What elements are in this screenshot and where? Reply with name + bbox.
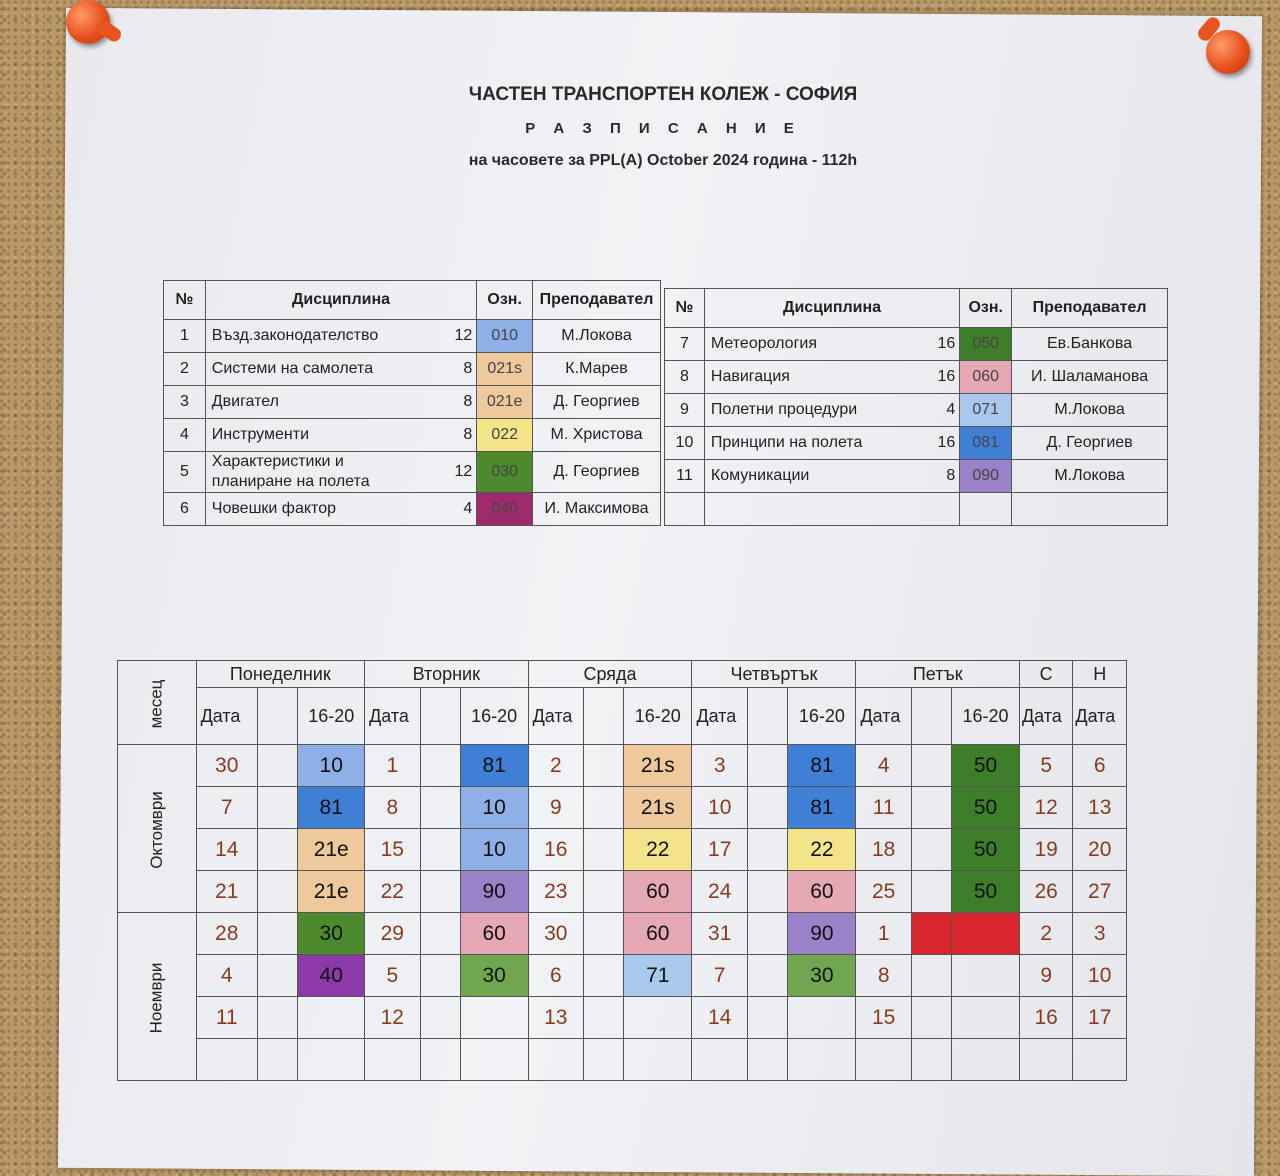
discipline-row: [665, 427, 1168, 460]
date-cell: 9: [528, 787, 583, 829]
day-header: Сряда: [528, 661, 692, 688]
discipline-name-cell: [205, 493, 476, 526]
blank-cell: [584, 997, 624, 1039]
discipline-code: 021s: [477, 353, 533, 386]
subject-code-cell: 90: [788, 913, 856, 955]
blank-cell: [584, 829, 624, 871]
discipline-code: 040: [477, 493, 533, 526]
disciplines-table-right: [664, 288, 1168, 526]
subject-code-cell: [788, 1039, 856, 1081]
blank-cell: [747, 829, 787, 871]
blank-cell: [911, 787, 951, 829]
discipline-row: [665, 361, 1168, 394]
discipline-num: 6: [164, 493, 206, 526]
discipline-name-cell: [205, 452, 476, 493]
blank-subheader: [257, 688, 298, 745]
discipline-hours: 12: [454, 327, 473, 344]
discipline-code: 060: [960, 361, 1012, 394]
discipline-hours: 4: [463, 500, 473, 517]
subject-code-cell: 81: [298, 787, 365, 829]
discipline-name-cell: [205, 419, 476, 452]
discipline-hours: 8: [463, 393, 473, 410]
subject-code-cell: [298, 1039, 365, 1081]
subject-code-cell: 60: [624, 913, 692, 955]
time-label: 16-20: [624, 688, 692, 745]
blank-cell: [911, 1039, 951, 1081]
discipline-teacher: И. Шаламанова: [1012, 361, 1168, 394]
blank-cell: [420, 745, 460, 787]
discipline-teacher: М.Локова: [1012, 394, 1168, 427]
date-cell: 15: [856, 997, 911, 1039]
schedule-row: [118, 787, 1127, 829]
subject-code-cell: 50: [952, 745, 1020, 787]
saturday-date: 5: [1019, 745, 1072, 787]
date-cell: 7: [196, 787, 257, 829]
discipline-code: 081: [960, 427, 1012, 460]
date-cell: 17: [692, 829, 748, 871]
date-cell: 22: [365, 871, 420, 913]
blank-cell: [420, 913, 460, 955]
subject-code-cell: 90: [460, 871, 528, 913]
discipline-row: [164, 493, 661, 526]
subject-code-cell: 30: [298, 913, 365, 955]
date-label: Дата: [1073, 688, 1127, 745]
blank-cell: [584, 913, 624, 955]
discipline-name: Навигация: [710, 368, 790, 385]
schedule-table: [117, 660, 1127, 1081]
sunday-date: 17: [1073, 997, 1127, 1039]
month-header: месец: [146, 679, 166, 728]
saturday-date: 26: [1019, 871, 1072, 913]
discipline-name-cell: [704, 460, 959, 493]
discipline-row: [164, 353, 661, 386]
saturday-date: 9: [1019, 955, 1072, 997]
subject-code-cell: 50: [952, 871, 1020, 913]
discipline-name-cell: [205, 353, 476, 386]
blank-cell: [747, 997, 787, 1039]
date-cell: 6: [528, 955, 583, 997]
discipline-teacher: Ев.Банкова: [1012, 328, 1168, 361]
blank-cell: [584, 787, 624, 829]
discipline-code: 050: [960, 328, 1012, 361]
discipline-teacher: Д. Георгиев: [1012, 427, 1168, 460]
date-cell: 1: [365, 745, 420, 787]
discipline-code: 010: [477, 320, 533, 353]
blank-cell: [747, 745, 787, 787]
discipline-code: [960, 493, 1012, 526]
day-header: Петък: [856, 661, 1019, 688]
date-cell: 8: [365, 787, 420, 829]
subject-code-cell: 10: [460, 829, 528, 871]
subject-code-cell: 60: [788, 871, 856, 913]
col-header-num: №: [164, 281, 206, 320]
discipline-hours: 16: [937, 335, 956, 352]
month-header-cell: [118, 661, 197, 745]
blank-cell: [420, 829, 460, 871]
schedule-row: [118, 913, 1127, 955]
blank-cell: [584, 1039, 624, 1081]
subject-code-cell: 71: [624, 955, 692, 997]
blank-cell: [911, 913, 951, 955]
blank-cell: [257, 829, 298, 871]
month-label-cell: [118, 913, 197, 1081]
date-cell: 16: [528, 829, 583, 871]
subject-code-cell: 21e: [298, 829, 365, 871]
discipline-num: 10: [665, 427, 705, 460]
discipline-name-cell: [704, 493, 959, 526]
discipline-code: 021e: [477, 386, 533, 419]
subject-code-cell: 60: [624, 871, 692, 913]
sunday-date: 3: [1073, 913, 1127, 955]
discipline-name: Възд.законодателство: [211, 327, 379, 344]
discipline-name: Комуникации: [710, 467, 810, 484]
saturday-date: [1019, 1039, 1072, 1081]
blank-cell: [257, 1039, 298, 1081]
discipline-name: Полетни процедури: [710, 401, 858, 418]
subject-code-cell: 10: [298, 745, 365, 787]
sunday-date: 10: [1073, 955, 1127, 997]
date-cell: 31: [692, 913, 748, 955]
discipline-name: Характеристики и планиране на полета: [211, 453, 370, 490]
date-cell: 25: [856, 871, 911, 913]
subject-code-cell: 30: [460, 955, 528, 997]
sunday-date: 6: [1073, 745, 1127, 787]
saturday-date: 16: [1019, 997, 1072, 1039]
discipline-name-cell: [205, 386, 476, 419]
blank-cell: [420, 1039, 460, 1081]
subject-code-cell: 40: [298, 955, 365, 997]
subject-code-cell: 21e: [298, 871, 365, 913]
blank-cell: [747, 787, 787, 829]
blank-cell: [911, 745, 951, 787]
date-cell: 30: [528, 913, 583, 955]
day-header: С: [1019, 661, 1072, 688]
discipline-name-cell: [205, 320, 476, 353]
discipline-row: [164, 452, 661, 493]
discipline-name-cell: [704, 427, 959, 460]
saturday-date: 2: [1019, 913, 1072, 955]
date-label: Дата: [196, 688, 257, 745]
blank-cell: [257, 955, 298, 997]
discipline-code: 022: [477, 419, 533, 452]
date-label: Дата: [856, 688, 911, 745]
discipline-num: 2: [164, 353, 206, 386]
subject-code-cell: 21s: [624, 787, 692, 829]
date-cell: 3: [692, 745, 748, 787]
discipline-row: [164, 386, 661, 419]
time-label: 16-20: [952, 688, 1020, 745]
discipline-num: 9: [665, 394, 705, 427]
month-label: Октомври: [146, 790, 166, 869]
discipline-code: 071: [960, 394, 1012, 427]
subject-code-cell: [460, 997, 528, 1039]
discipline-teacher: [1012, 493, 1168, 526]
subject-code-cell: [952, 1039, 1020, 1081]
schedule-day-header-row: [118, 661, 1127, 688]
blank-subheader: [420, 688, 460, 745]
discipline-num: 8: [665, 361, 705, 394]
blank-cell: [257, 787, 298, 829]
date-cell: 18: [856, 829, 911, 871]
discipline-row: [665, 394, 1168, 427]
blank-cell: [420, 871, 460, 913]
date-cell: 21: [196, 871, 257, 913]
date-cell: [692, 1039, 748, 1081]
blank-subheader: [747, 688, 787, 745]
blank-cell: [420, 997, 460, 1039]
date-cell: 30: [196, 745, 257, 787]
disciplines-table-left: [163, 280, 661, 526]
schedule-row: [118, 829, 1127, 871]
date-cell: 11: [196, 997, 257, 1039]
subject-code-cell: 50: [952, 829, 1020, 871]
pushpin-icon: [66, 0, 110, 44]
blank-cell: [747, 871, 787, 913]
discipline-teacher: М.Локова: [533, 320, 661, 353]
date-cell: 1: [856, 913, 911, 955]
month-label: Ноември: [146, 962, 166, 1033]
schedule-row: [118, 955, 1127, 997]
date-cell: 8: [856, 955, 911, 997]
date-cell: 7: [692, 955, 748, 997]
discipline-num: 11: [665, 460, 705, 493]
discipline-name-cell: [704, 361, 959, 394]
discipline-teacher: К.Марев: [533, 353, 661, 386]
pushpin-icon: [1206, 30, 1250, 74]
subject-code-cell: 50: [952, 787, 1020, 829]
sunday-date: 20: [1073, 829, 1127, 871]
time-label: 16-20: [298, 688, 365, 745]
col-header-teacher: Преподавател: [1012, 289, 1168, 328]
document-title: Р А З П И С А Н И Е: [525, 120, 801, 137]
subject-code-cell: [624, 997, 692, 1039]
date-label: Дата: [692, 688, 748, 745]
discipline-teacher: Д. Георгиев: [533, 452, 661, 493]
discipline-hours: 8: [463, 360, 473, 377]
day-header: Вторник: [365, 661, 528, 688]
date-cell: 11: [856, 787, 911, 829]
discipline-row: [665, 460, 1168, 493]
time-label: 16-20: [460, 688, 528, 745]
day-header: Четвъртък: [692, 661, 856, 688]
date-cell: 5: [365, 955, 420, 997]
date-cell: 12: [365, 997, 420, 1039]
subject-code-cell: [952, 913, 1020, 955]
blank-cell: [420, 787, 460, 829]
blank-cell: [257, 997, 298, 1039]
date-cell: [365, 1039, 420, 1081]
day-header: Н: [1073, 661, 1127, 688]
document-subtitle: на часовете за PPL(A) October 2024 година - 112h: [468, 152, 858, 169]
blank-cell: [584, 871, 624, 913]
schedule-row: [118, 745, 1127, 787]
subject-code-cell: 81: [788, 745, 856, 787]
col-header-num: №: [665, 289, 705, 328]
discipline-teacher: И. Максимова: [533, 493, 661, 526]
discipline-num: 4: [164, 419, 206, 452]
subject-code-cell: [952, 955, 1020, 997]
day-header: Понеделник: [196, 661, 365, 688]
subject-code-cell: 60: [460, 913, 528, 955]
col-header-code: Озн.: [477, 281, 533, 320]
date-cell: 15: [365, 829, 420, 871]
discipline-name-cell: [704, 394, 959, 427]
date-cell: 24: [692, 871, 748, 913]
subject-code-cell: 21s: [624, 745, 692, 787]
date-label: Дата: [1019, 688, 1072, 745]
blank-cell: [747, 955, 787, 997]
saturday-date: 12: [1019, 787, 1072, 829]
discipline-teacher: Д. Георгиев: [533, 386, 661, 419]
discipline-num: 3: [164, 386, 206, 419]
time-label: 16-20: [788, 688, 856, 745]
month-label-cell: [118, 745, 197, 913]
date-cell: 4: [196, 955, 257, 997]
schedule-row: [118, 997, 1127, 1039]
discipline-name-cell: [704, 328, 959, 361]
date-cell: 23: [528, 871, 583, 913]
discipline-name: Метеорология: [710, 335, 818, 352]
col-header-discipline: Дисциплина: [205, 281, 476, 320]
discipline-code: 090: [960, 460, 1012, 493]
sunday-date: [1073, 1039, 1127, 1081]
discipline-num: [665, 493, 705, 526]
subject-code-cell: 81: [788, 787, 856, 829]
col-header-discipline: Дисциплина: [704, 289, 959, 328]
subject-code-cell: [788, 997, 856, 1039]
schedule-row: [118, 1039, 1127, 1081]
blank-subheader: [584, 688, 624, 745]
subject-code-cell: 30: [788, 955, 856, 997]
subject-code-cell: 10: [460, 787, 528, 829]
date-cell: [856, 1039, 911, 1081]
blank-cell: [911, 955, 951, 997]
col-header-teacher: Преподавател: [533, 281, 661, 320]
subject-code-cell: [952, 997, 1020, 1039]
blank-cell: [747, 913, 787, 955]
blank-cell: [911, 997, 951, 1039]
discipline-row: [665, 328, 1168, 361]
blank-subheader: [911, 688, 951, 745]
schedule-subheader-row: [118, 688, 1127, 745]
discipline-num: 7: [665, 328, 705, 361]
discipline-hours: 12: [454, 463, 473, 480]
blank-cell: [257, 871, 298, 913]
blank-cell: [257, 745, 298, 787]
discipline-name: Човешки фактор: [211, 500, 336, 517]
blank-cell: [420, 955, 460, 997]
date-cell: 2: [528, 745, 583, 787]
date-label: Дата: [365, 688, 420, 745]
discipline-hours: 16: [937, 368, 956, 385]
blank-cell: [584, 745, 624, 787]
date-cell: 13: [528, 997, 583, 1039]
discipline-hours: 8: [946, 467, 956, 484]
date-cell: 14: [196, 829, 257, 871]
blank-cell: [584, 955, 624, 997]
discipline-hours: 16: [937, 434, 956, 451]
discipline-teacher: М.Локова: [1012, 460, 1168, 493]
subject-code-cell: [624, 1039, 692, 1081]
date-cell: 29: [365, 913, 420, 955]
date-cell: [528, 1039, 583, 1081]
discipline-row: [164, 320, 661, 353]
discipline-teacher: М. Христова: [533, 419, 661, 452]
date-cell: 28: [196, 913, 257, 955]
blank-cell: [257, 913, 298, 955]
date-cell: 14: [692, 997, 748, 1039]
discipline-name: Системи на самолета: [211, 360, 374, 377]
discipline-num: 1: [164, 320, 206, 353]
blank-cell: [747, 1039, 787, 1081]
discipline-name: Инструменти: [211, 426, 309, 443]
subject-code-cell: [298, 997, 365, 1039]
discipline-name: Принципи на полета: [710, 434, 863, 451]
date-cell: 4: [856, 745, 911, 787]
discipline-num: 5: [164, 452, 206, 493]
discipline-hours: 8: [463, 426, 473, 443]
sunday-date: 13: [1073, 787, 1127, 829]
date-cell: [196, 1039, 257, 1081]
schedule-row: [118, 871, 1127, 913]
sunday-date: 27: [1073, 871, 1127, 913]
discipline-hours: 4: [946, 401, 956, 418]
blank-cell: [911, 829, 951, 871]
saturday-date: 19: [1019, 829, 1072, 871]
discipline-code: 030: [477, 452, 533, 493]
subject-code-cell: 22: [788, 829, 856, 871]
col-header-code: Озн.: [960, 289, 1012, 328]
date-cell: 10: [692, 787, 748, 829]
subject-code-cell: 81: [460, 745, 528, 787]
subject-code-cell: 22: [624, 829, 692, 871]
subject-code-cell: [460, 1039, 528, 1081]
blank-cell: [911, 871, 951, 913]
date-label: Дата: [528, 688, 583, 745]
institution-title: ЧАСТЕН ТРАНСПОРТЕН КОЛЕЖ - СОФИЯ: [468, 84, 858, 105]
discipline-row: [164, 419, 661, 452]
discipline-name: Двигател: [211, 393, 279, 410]
discipline-row: [665, 493, 1168, 526]
